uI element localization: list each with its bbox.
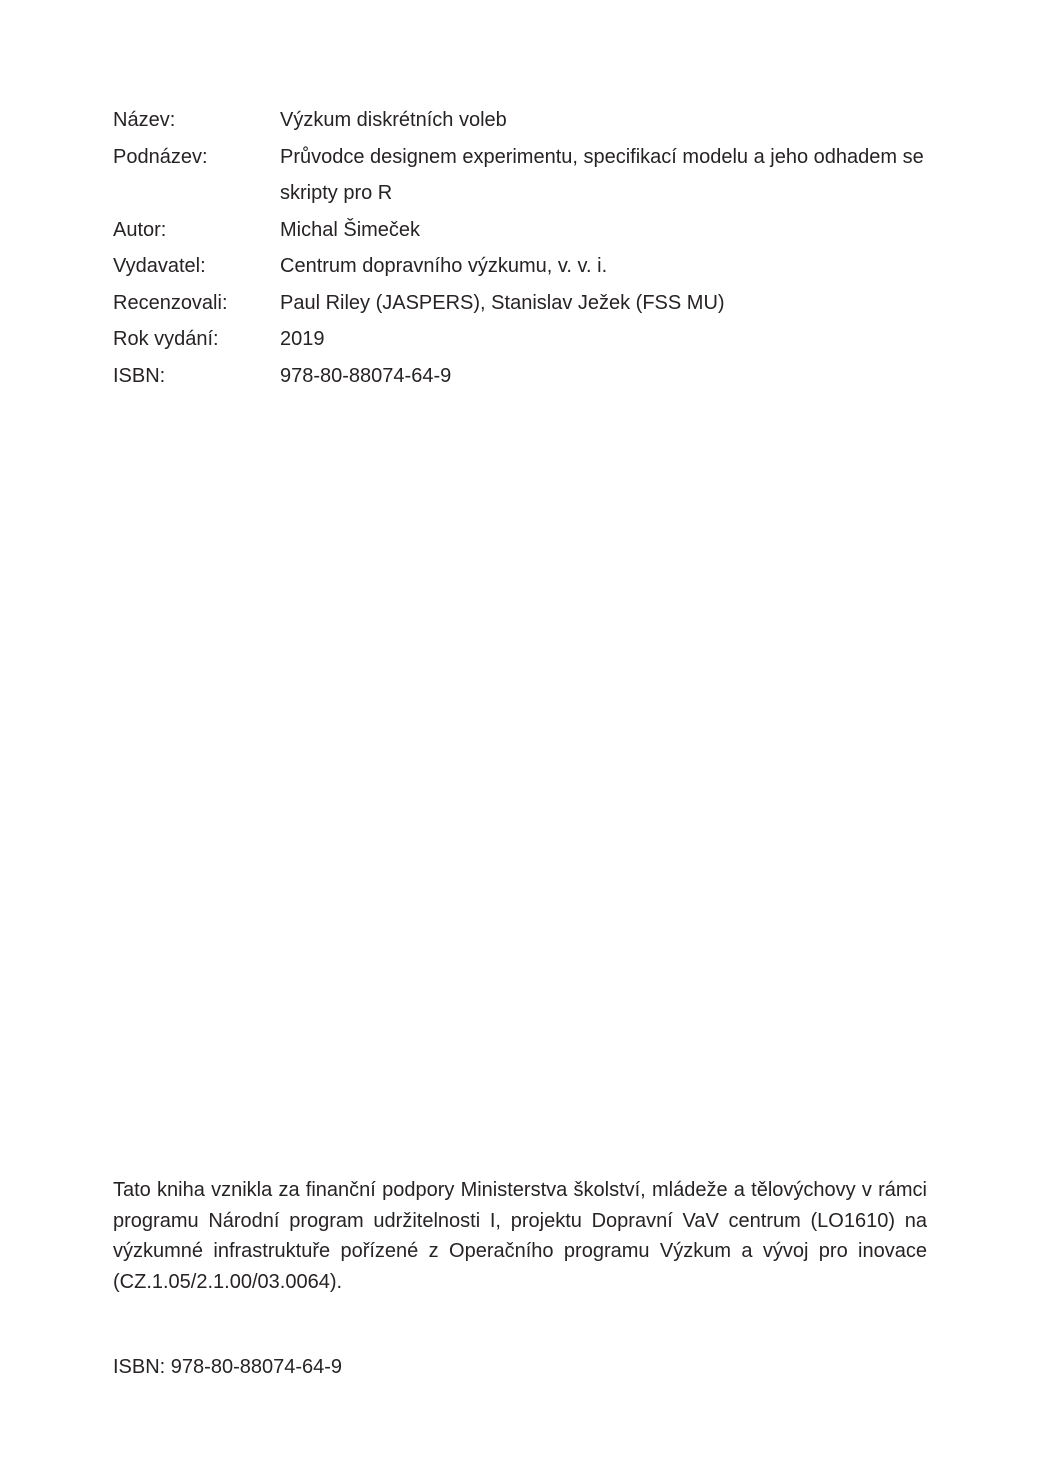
colophon-label: Název: [113, 109, 176, 131]
colophon-label: ISBN: [113, 364, 166, 387]
funding-line: programu Národní program udržitelnosti I, projektu Dopravní VaV centrum (LO1610) na [113, 1209, 927, 1232]
colophon-row-isbn [113, 358, 927, 395]
colophon-row-publisher [113, 248, 927, 285]
colophon-row-subtitle [113, 139, 927, 176]
isbn-footer: ISBN: 978-80-88074-64-9 [113, 1356, 343, 1378]
colophon-label: Autor: [113, 218, 167, 241]
colophon-table [113, 102, 927, 394]
colophon-row-reviewers [113, 285, 927, 322]
colophon-value: Průvodce designem experimentu, specifikací modelu a jeho odhadem se [280, 145, 924, 168]
colophon-value: Paul Riley (JASPERS), Stanislav Ježek (FSS MU) [280, 291, 725, 314]
funding-line: (CZ.1.05/2.1.00/03.0064). [113, 1270, 343, 1293]
colophon-value: 2019 [280, 328, 325, 350]
colophon-value: skripty pro R [280, 182, 393, 204]
funding-line: výzkumné infrastruktuře pořízené z Operačního programu Výzkum a vývoj pro inovace [113, 1240, 927, 1262]
colophon-label: Podnázev: [113, 145, 208, 168]
colophon-row-title [113, 102, 927, 139]
colophon-row-author [113, 212, 927, 249]
funding-line: Tato kniha vznikla za finanční podpory Ministerstva školství, mládeže a tělovýchovy v rámci [113, 1179, 927, 1201]
colophon-row-subtitle-continued [113, 175, 927, 212]
colophon-label: Rok vydání: [113, 328, 219, 350]
colophon-value: 978-80-88074-64-9 [280, 364, 452, 387]
colophon-label: Recenzovali: [113, 291, 228, 314]
colophon-value: Michal Šimeček [280, 218, 421, 241]
funding-paragraph [113, 1175, 927, 1297]
colophon-value: Centrum dopravního výzkumu, v. v. i. [280, 255, 608, 277]
colophon-value: Výzkum diskrétních voleb [280, 109, 507, 131]
colophon-row-year [113, 321, 927, 358]
colophon-label: Vydavatel: [113, 255, 206, 277]
